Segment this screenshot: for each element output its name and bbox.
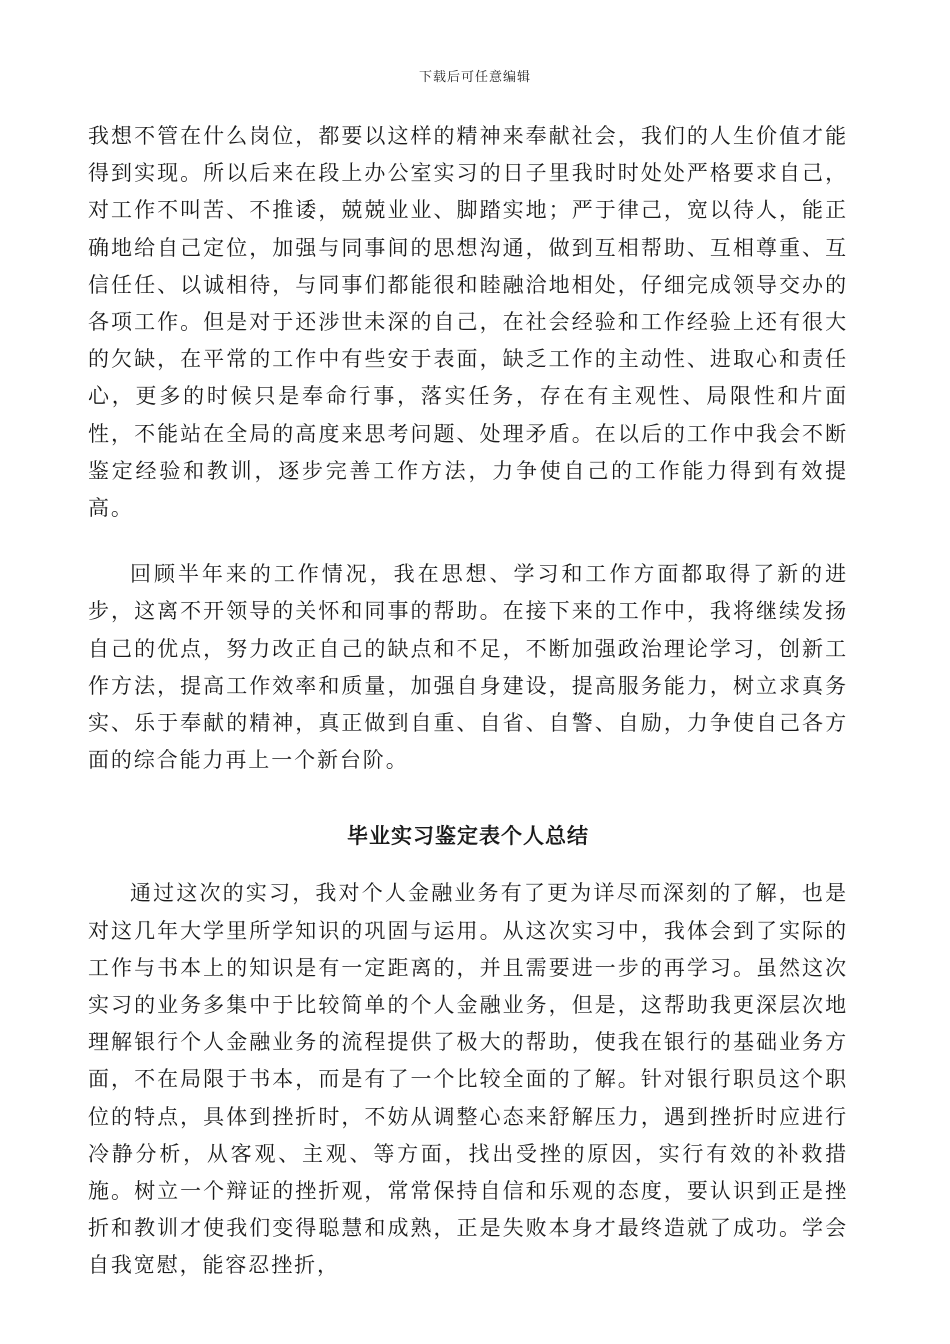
page-header: 下载后可任意编辑 [418,70,531,85]
document-body [88,118,848,1285]
section-title: 毕业实习鉴定表个人总结 [347,824,589,849]
paragraph-summary: 通过这次的实习，我对个人金融业务有了更为详尽而深刻的了解，也是对这几年大学里所学知识的巩固与运用。从这次实习中，我体会到了实际的工作与书本上的知识是有一定距离的，并且需要进一步的再学习。虽然这次实习的业务多集中于比较简单的个人金融业务，但是，这帮助我更深层次地理解银行个人金融业务的流程提供了极大的帮助，使我在银行的基础业务方面，不在局限于书本，而是有了一个比较全面的了解。针对银行职员这个职位的特点，具体到挫折时，不妨从调整心态来舒解压力，遇到挫折时应进行冷静分析，从客观、主观、等方面，找出受挫的原因，实行有效的补救措施。树立一个辩证的挫折观，常常保持自信和乐观的态度，要认识到正是挫折和教训才使我们变得聪慧和成熟，正是失败本身才最终造就了成功。学会自我宽慰，能容忍挫折， [88,881,848,1278]
paragraph-gap [88,527,848,556]
paragraph-review: 回顾半年来的工作情况，我在思想、学习和工作方面都取得了新的进步，这离不开领导的关怀和同事的帮助。在接下来的工作中，我将继续发扬自己的优点，努力改正自己的缺点和不足，不断加强政治理论学习，创新工作方法，提高工作效率和质量，加强自身建设，提高服务能力，树立求真务实、乐于奉献的精神，真正做到自重、自省、自警、自励，力争使自己各方面的综合能力再上一个新台阶。 [88,562,848,773]
paragraph-continued: 我想不管在什么岗位，都要以这样的精神来奉献社会，我们的人生价值才能得到实现。所以后来在段上办公室实习的日子里我时时处处严格要求自己，对工作不叫苦、不推诿，兢兢业业、脚踏实地；严于律己，宽以待人，能正确地给自己定位，加强与同事间的思想沟通，做到互相帮助、互相尊重、互信任任、以诚相待，与同事们都能很和睦融洽地相处，仔细完成领导交办的各项工作。但是对于还涉世未深的自己，在社会经验和工作经验上还有很大的欠缺，在平常的工作中有些安于表面，缺乏工作的主动性、进取心和责任心，更多的时候只是奉命行事，落实任务，存在有主观性、局限性和片面性，不能站在全局的高度来思考问题、处理矛盾。在以后的工作中我会不断鉴定经验和教训，逐步完善工作方法，力争使自己的工作能力得到有效提高。 [88,124,848,521]
section-gap [88,855,848,875]
section-gap [88,779,848,818]
